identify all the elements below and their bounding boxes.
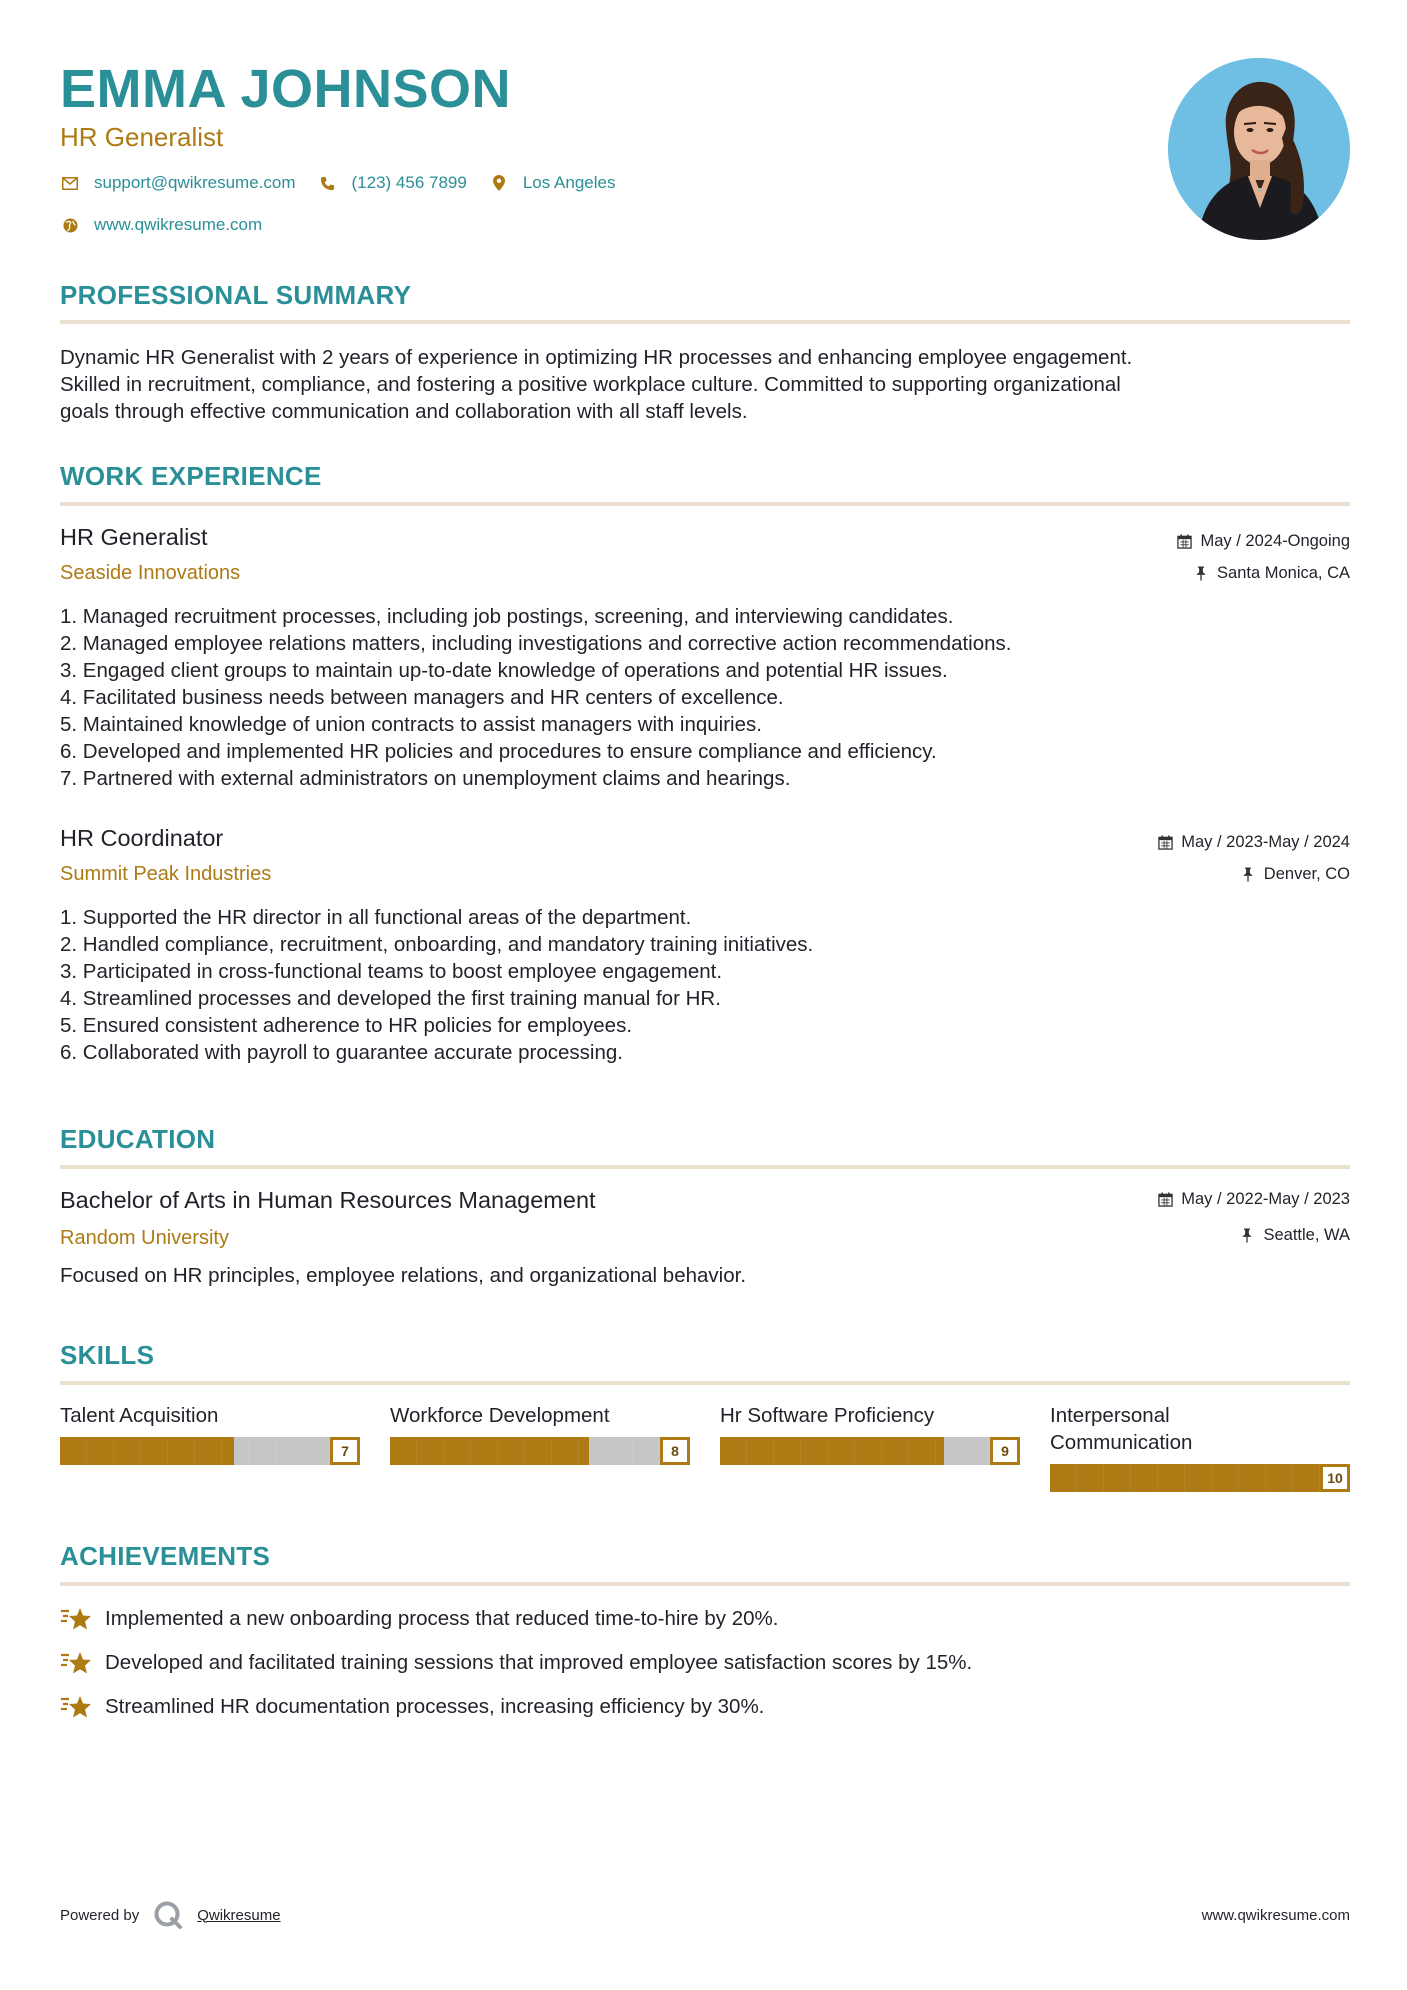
- list-item: 7. Partnered with external administrators on unemployment claims and hearings.: [60, 767, 791, 790]
- achievement-text: Developed and facilitated training sessions that improved employee satisfaction scores by 15%.: [105, 1651, 973, 1674]
- job-dates: [1176, 532, 1350, 551]
- globe-icon: [60, 215, 80, 235]
- skill-score: 10: [1320, 1464, 1350, 1492]
- calendar-icon: [1157, 1192, 1173, 1208]
- skills-heading: SKILLS: [60, 1340, 155, 1370]
- envelope-icon: [60, 173, 80, 193]
- pushpin-icon: [1239, 1228, 1255, 1244]
- job-dates: [1157, 833, 1350, 852]
- skill-name: Interpersonal: [1050, 1404, 1170, 1427]
- achievement-item: [60, 1693, 764, 1721]
- footer-powered-by: [60, 1900, 281, 1930]
- pushpin-icon: [1240, 867, 1256, 883]
- phone-text: (123) 456 7899: [351, 173, 467, 192]
- list-item: 2. Managed employee relations matters, including investigations and corrective action recommendations.: [60, 632, 1012, 655]
- list-item: 6. Collaborated with payroll to guarantee accurate processing.: [60, 1041, 623, 1064]
- experience-heading: WORK EXPERIENCE: [60, 461, 322, 491]
- list-item: 3. Participated in cross-functional teams to boost employee engagement.: [60, 960, 723, 983]
- section-divider: [60, 1381, 1350, 1385]
- job-bullets: [60, 904, 813, 1066]
- job-location: [1240, 865, 1350, 884]
- skill-meter: [60, 1437, 360, 1465]
- star-icon: [60, 1649, 92, 1677]
- powered-by-label: Powered by: [60, 1906, 140, 1924]
- list-item: 1. Supported the HR director in all functional areas of the department.: [60, 906, 692, 929]
- list-item: 5. Maintained knowledge of union contracts to assist managers with inquiries.: [60, 713, 762, 736]
- website-row: [60, 215, 284, 235]
- email-item[interactable]: [60, 173, 296, 193]
- company-name: Summit Peak Industries: [60, 863, 272, 885]
- skill-item: [1050, 1402, 1350, 1492]
- summary-line: Dynamic HR Generalist with 2 years of experience in optimizing HR processes and enhancing employee engagement.: [60, 346, 1133, 369]
- candidate-name: EMMA JOHNSON: [60, 59, 512, 119]
- achievement-item: [60, 1605, 778, 1633]
- location-text: Santa Monica, CA: [1217, 564, 1350, 582]
- resume-page: [60, 0, 1350, 1990]
- skill-item: [60, 1402, 360, 1465]
- achievements-heading: ACHIEVEMENTS: [60, 1541, 271, 1571]
- skill-score: 8: [660, 1437, 690, 1465]
- achievement-item: [60, 1649, 972, 1677]
- pushpin-icon: [1193, 566, 1209, 582]
- calendar-icon: [1157, 835, 1173, 851]
- skill-item: [390, 1402, 690, 1465]
- achievement-text: Implemented a new onboarding process that reduced time-to-hire by 20%.: [105, 1607, 779, 1630]
- summary-line: Skilled in recruitment, compliance, and fostering a positive workplace culture. Committed to supporting organizational: [60, 373, 1121, 396]
- summary-text: [60, 344, 1350, 425]
- star-icon: [60, 1605, 92, 1633]
- dates-text: May / 2024-Ongoing: [1200, 532, 1350, 550]
- education-location: [1239, 1226, 1350, 1245]
- skill-meter: [720, 1437, 1020, 1465]
- email-text: support@qwikresume.com: [94, 173, 296, 192]
- education-heading: EDUCATION: [60, 1124, 216, 1154]
- skill-score: 7: [330, 1437, 360, 1465]
- skill-item: [720, 1402, 1020, 1465]
- summary-heading: PROFESSIONAL SUMMARY: [60, 280, 412, 310]
- skill-meter: [390, 1437, 690, 1465]
- skill-name: Communication: [1050, 1431, 1193, 1454]
- list-item: 2. Handled compliance, recruitment, onboarding, and mandatory training initiatives.: [60, 933, 814, 956]
- dates-text: May / 2023-May / 2024: [1181, 833, 1350, 851]
- skill-name: Talent Acquisition: [60, 1404, 219, 1427]
- list-item: 4. Streamlined processes and developed the first training manual for HR.: [60, 987, 721, 1010]
- candidate-role: HR Generalist: [60, 122, 224, 152]
- location-item: [489, 173, 616, 193]
- list-item: 1. Managed recruitment processes, including job postings, screening, and interviewing candidates.: [60, 605, 954, 628]
- star-icon: [60, 1693, 92, 1721]
- contact-row: [60, 173, 637, 193]
- degree-title: Bachelor of Arts in Human Resources Management: [60, 1187, 596, 1213]
- qwikresume-logo-icon: [153, 1900, 183, 1930]
- list-item: 4. Facilitated business needs between managers and HR centers of excellence.: [60, 686, 784, 709]
- avatar: [1168, 58, 1350, 240]
- school-name: Random University: [60, 1227, 229, 1249]
- achievement-text: Streamlined HR documentation processes, increasing efficiency by 30%.: [105, 1695, 765, 1718]
- skill-name: Hr Software Proficiency: [720, 1404, 935, 1427]
- list-item: 3. Engaged client groups to maintain up-to-date knowledge of operations and potential HR issues.: [60, 659, 948, 682]
- phone-icon: [318, 173, 338, 193]
- location-text: Seattle, WA: [1263, 1226, 1350, 1244]
- section-divider: [60, 1165, 1350, 1169]
- section-divider: [60, 1582, 1350, 1586]
- location-text: Los Angeles: [522, 173, 616, 192]
- skill-meter: [1050, 1464, 1350, 1492]
- education-dates: [1157, 1190, 1350, 1209]
- brand-link[interactable]: Qwikresume: [197, 1906, 281, 1924]
- website-text: www.qwikresume.com: [94, 215, 263, 234]
- company-name: Seaside Innovations: [60, 562, 241, 584]
- dates-text: May / 2022-May / 2023: [1181, 1190, 1350, 1208]
- section-divider: [60, 502, 1350, 506]
- skill-score: 9: [990, 1437, 1020, 1465]
- job-title: HR Generalist: [60, 524, 208, 550]
- footer-website-link[interactable]: www.qwikresume.com: [1201, 1907, 1350, 1924]
- map-pin-icon: [489, 173, 509, 193]
- education-description: Focused on HR principles, employee relations, and organizational behavior.: [60, 1264, 747, 1287]
- section-divider: [60, 320, 1350, 324]
- phone-item[interactable]: [318, 173, 467, 193]
- list-item: 5. Ensured consistent adherence to HR policies for employees.: [60, 1014, 633, 1037]
- job-title: HR Coordinator: [60, 825, 224, 851]
- summary-line: goals through effective communication and collaboration with all staff levels.: [60, 400, 748, 423]
- job-bullets: [60, 603, 1011, 792]
- list-item: 6. Developed and implemented HR policies and procedures to ensure compliance and efficiency.: [60, 740, 937, 763]
- calendar-icon: [1176, 534, 1192, 550]
- location-text: Denver, CO: [1263, 865, 1350, 883]
- website-item[interactable]: [60, 215, 262, 235]
- job-location: [1193, 564, 1350, 583]
- skill-name: Workforce Development: [390, 1404, 610, 1427]
